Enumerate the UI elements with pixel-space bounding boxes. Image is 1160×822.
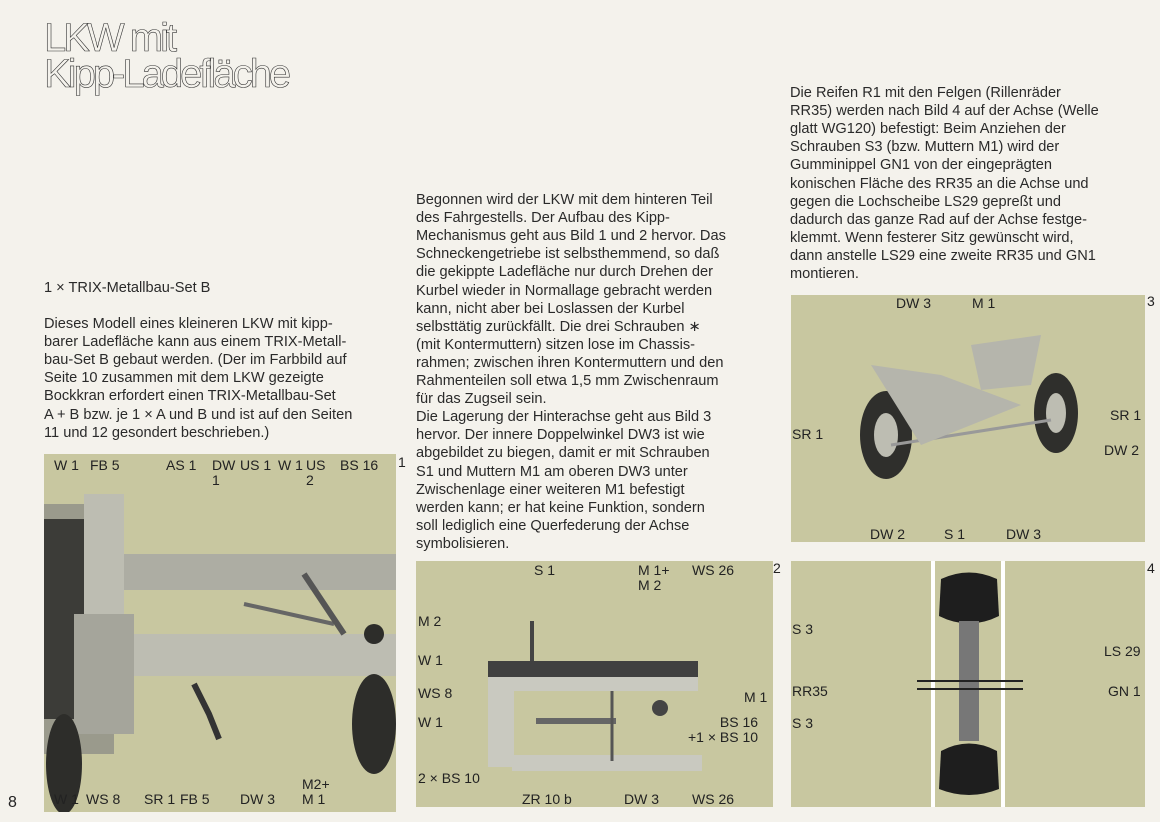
fig1-label-w1-bottom: W 1 [54, 791, 79, 807]
figure-4-panel [791, 561, 1145, 807]
middle-text-line: für das Zugseil sein. [416, 391, 547, 408]
middle-text-line: soll lediglich eine Querfederung der Achse [416, 517, 690, 534]
fig2-label-m1-m2: M 1+ M 2 [638, 562, 670, 593]
middle-text-line: Mechanismus geht aus Bild 1 und 2 hervor. Das [416, 228, 726, 245]
middle-text-line: Die Lagerung der Hinterachse geht aus Bild 3 [416, 409, 712, 426]
intro-line: 11 und 12 gesondert beschrieben.) [44, 424, 270, 441]
right-text-line: dadurch das ganze Rad auf der Achse festge- [790, 211, 1087, 228]
right-text-line: Schrauben S3 (bzw. Muttern M1) wird der [790, 139, 1060, 156]
title-line-1: LKW mit [44, 16, 175, 60]
fig1-label-as1: AS 1 [166, 457, 197, 473]
fig1-label-sr1: SR 1 [144, 791, 176, 807]
fig1-label-m2-m1: M2+ M 1 [302, 776, 330, 807]
middle-text-line: des Fahrgestells. Der Aufbau des Kipp- [416, 210, 670, 227]
set-requirement: 1 × TRIX-Metallbau-Set B [44, 280, 211, 296]
figure-4-drawing [791, 561, 1145, 807]
figure-1-drawing [44, 454, 396, 812]
middle-text-line: rahmen; zwischen ihren Kontermuttern und den [416, 354, 724, 371]
figure-1-number: 1 [398, 454, 406, 470]
fig4-label-ls29: LS 29 [1104, 643, 1141, 659]
middle-text-line: Schneckengetriebe ist selbsthemmend, so daß [416, 246, 720, 263]
intro-line: Seite 10 zusammen mit dem LKW gezeigte [44, 370, 324, 387]
fig2-label-zr10b: ZR 10 b [522, 791, 572, 807]
right-text-line: Gumminippel GN1 von der eingeprägten [790, 157, 1053, 174]
intro-line: Dieses Modell eines kleineren LKW mit kipp- [44, 316, 333, 332]
right-text-line: Die Reifen R1 mit den Felgen (Rillenräder [790, 85, 1061, 101]
fig3-label-dw3-bottom: DW 3 [1006, 526, 1041, 542]
right-text-line: dann anstelle LS29 eine zweite RR35 und GN1 [790, 247, 1096, 264]
middle-text-line: Begonnen wird der LKW mit dem hinteren Teil [416, 192, 713, 208]
middle-text-line: selbsttätig zurückfällt. Die drei Schrauben ∗ [416, 318, 701, 335]
fig2-label-w1: W 1 [418, 652, 443, 668]
intro-line: Bockkran erfordert einen TRIX-Metallbau-Set [44, 388, 336, 405]
fig1-label-w1-top-2: W 1 [278, 457, 303, 473]
fig1-label-bs16: BS 16 [340, 457, 379, 473]
fig1-label-dw3: DW 3 [240, 791, 275, 807]
title-line-2: Kipp-Ladefläche [44, 52, 289, 96]
fig2-label-m1: M 1 [744, 689, 768, 705]
fig3-label-dw2-bottom: DW 2 [870, 526, 905, 542]
fig2-label-w1-lower: W 1 [418, 714, 443, 730]
fig1-label-us1: US 1 [240, 457, 272, 473]
fig1-label-fb5: FB 5 [90, 457, 120, 473]
middle-text-line: symbolisieren. [416, 535, 510, 552]
right-text-line: konischen Fläche des RR35 an die Achse und [790, 175, 1089, 192]
middle-text-line: abgebildet zu biegen, damit er mit Schrauben [416, 445, 710, 462]
intro-line: bau-Set B gebaut werden. (Der im Farbbild auf [44, 352, 347, 369]
fig3-label-dw2-right: DW 2 [1104, 442, 1139, 458]
fig1-label-dw1: DW 1 [212, 457, 236, 488]
page-title [44, 16, 289, 96]
fig1-label-w1-top: W 1 [54, 457, 79, 473]
right-text-line: gegen die Lochscheibe LS29 gepreßt und [790, 193, 1062, 210]
fig1-label-fb5-bottom: FB 5 [180, 791, 210, 807]
fig1-label-ws8: WS 8 [86, 791, 121, 807]
middle-text-line: S1 und Muttern M1 am oberen DW3 unter [416, 463, 688, 480]
fig3-label-m1: M 1 [972, 295, 996, 311]
middle-text-line: werden kann; er hat keine Funktion, sondern [416, 499, 705, 516]
middle-text-line: (mit Kontermuttern) sitzen lose im Chassis- [416, 336, 695, 353]
fig3-label-sr1-right: SR 1 [1110, 407, 1142, 423]
fig2-label-s1: S 1 [534, 562, 556, 578]
fig4-label-rr35: RR35 [792, 683, 828, 699]
fig2-label-dw3: DW 3 [624, 791, 659, 807]
intro-line: A + B bzw. je 1 × A und B und ist auf den Seiten [44, 406, 353, 423]
right-text-line: glatt WG120) befestigt: Beim Anziehen der [790, 121, 1066, 138]
fig3-label-dw3-top: DW 3 [896, 295, 931, 311]
middle-text-line: hervor. Der innere Doppelwinkel DW3 ist wie [416, 427, 705, 444]
fig4-label-gn1: GN 1 [1108, 683, 1141, 699]
fig2-label-2bs10: 2 × BS 10 [418, 770, 480, 786]
fig4-label-s3-bottom: S 3 [792, 715, 814, 731]
right-text-line: RR35) werden nach Bild 4 auf der Achse (Welle [790, 103, 1099, 120]
fig2-label-ws26-top: WS 26 [692, 562, 735, 578]
fig4-label-s3-top: S 3 [792, 621, 814, 637]
middle-text-line: Kurbel wieder in Normallage gebracht werden [416, 282, 713, 299]
figure-3-drawing [791, 295, 1145, 542]
right-text-line: montieren. [790, 266, 859, 282]
fig1-label-us2: US 2 [306, 457, 326, 488]
intro-line: barer Ladefläche kann aus einem TRIX-Metall- [44, 334, 347, 351]
middle-text-line: die gekippte Ladefläche nur durch Drehen der [416, 264, 713, 281]
right-text-line: klemmt. Wenn festerer Sitz gewünscht wird, [790, 229, 1074, 246]
figure-2-number: 2 [773, 560, 781, 576]
fig2-label-bs16-bs10: BS 16 +1 × BS 10 [688, 714, 759, 745]
middle-text-line: Zwischenlage einer weiteren M1 befestigt [416, 481, 685, 498]
fig2-label-ws8: WS 8 [418, 685, 453, 701]
fig2-label-ws26-bottom: WS 26 [692, 791, 735, 807]
figure-4-number: 4 [1147, 560, 1155, 576]
figure-3-panel [791, 295, 1145, 542]
fig3-label-s1: S 1 [944, 526, 966, 542]
figure-3-number: 3 [1147, 293, 1155, 309]
page-number: 8 [8, 794, 17, 811]
fig3-label-sr1-left: SR 1 [792, 426, 824, 442]
middle-text-line: Rahmenteilen soll etwa 1,5 mm Zwischenraum [416, 373, 719, 389]
figure-1-panel [44, 454, 396, 812]
middle-text-line: kann, nicht aber bei Loslassen der Kurbel [416, 300, 685, 317]
fig2-label-m2: M 2 [418, 613, 442, 629]
